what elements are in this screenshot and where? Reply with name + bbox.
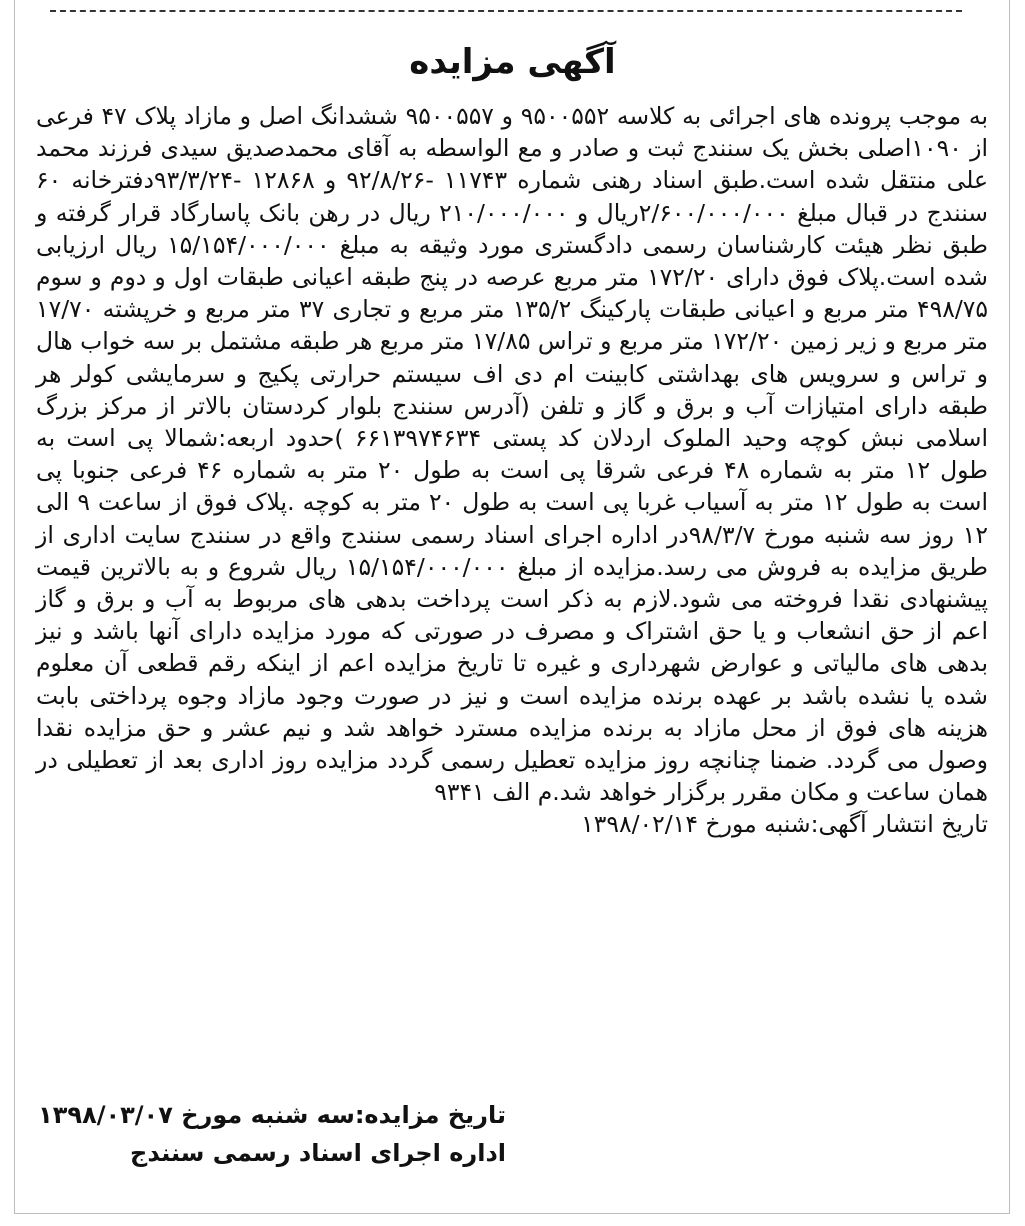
- notice-body: [36, 100, 988, 841]
- top-dashed-rule: [50, 10, 962, 12]
- notice-footer: [36, 1096, 506, 1172]
- publish-date-line: تاریخ انتشار آگهی:شنبه مورخ ۱۳۹۸/۰۲/۱۴: [581, 810, 988, 839]
- notice-title: آگهی مزایده: [409, 42, 616, 82]
- notice-body-paragraph: به موجب پرونده های اجرائی به کلاسه ۹۵۰۰۵۵۲ و ۹۵۰۰۵۵۷ ششدانگ اصل و مازاد پلاک ۴۷ فرعی از ۱۰۹۰اصلی بخش یک سنندج ثبت و صادر و مع الواسطه به آقای محمدصدیق سیدی فرزند محمد علی منتقل شده است.طبق اسناد رهنی شماره ۱۱۷۴۳ -۹۲/۸/۲۶ و ۱۲۸۶۸ -۹۳/۳/۲۴دفترخانه ۶۰ سنندج در قبال مبلغ ۲/۶۰۰/۰۰۰/۰۰۰ریال و ۲۱۰/۰۰۰/۰۰۰ ریال در رهن بانک پاسارگاد قرار گرفته و طبق نظر هیئت کارشناسان رسمی دادگستری مورد وثیقه به مبلغ ۱۵/۱۵۴/۰۰۰/۰۰۰ ریال ارزیابی شده است.پلاک فوق دارای ۱۷۲/۲۰ متر مربع عرصه در پنج طبقه اعیانی طبقات اول و دوم و سوم ۴۹۸/۷۵ متر مربع و اعیانی طبقات پارکینگ ۱۳۵/۲ متر مربع و تجاری ۳۷ متر مربع و خرپشته ۱۷/۷۰ متر مربع و زیر زمین ۱۷۲/۲۰ متر مربع و تراس ۱۷/۸۵ متر مربع هر طبقه مشتمل بر سه خواب هال و تراس و سرویس های بهداشتی کابینت ام دی اف سیستم حرارتی پکیج و سرمایشی کولر هر طبقه دارای امتیازات آب و برق و گاز و تلفن (آدرس سنندج بلوار کردستان بالاتر از مرکز بزرگ اسلامی نبش کوچه وحید الملوک اردلان کد پستی ۶۶۱۳۹۷۴۶۳۴ )حدود اربعه:شمالا پی است به طول ۱۲ متر به شماره ۴۸ فرعی شرقا پی است به طول ۲۰ متر به شماره ۴۶ فرعی جنوبا پی است به طول ۱۲ متر به آسیاب غربا پی است به طول ۲۰ متر به کوچه .پلاک فوق از ساعت ۹ الی ۱۲ روز سه شنبه مورخ ۹۸/۳/۷در اداره اجرای اسناد رسمی سنندج واقع در سنندج سایت اداری از طریق مزایده به فروش می رسد.مزایده از مبلغ ۱۵/۱۵۴/۰۰۰/۰۰۰ ریال شروع و به بالاترین قیمت پیشنهادی نقدا فروخته می شود.لازم به ذکر است پرداخت بدهی های مربوط به آب و برق و گاز اعم از حق انشعاب و یا حق اشتراک و مصرف در صورتی که مورد مزایده دارای آنها باشد و نیز بدهی های مالیاتی و عوارض شهرداری و غیره تا تاریخ مزایده اعم از اینکه رقم قطعی آن معلوم شده یا نشده باشد بر عهده برنده مزایده است و نیز در صورت وجود مازاد وجوه پرداختی بابت هزینه های فوق از محل مازاد به برنده مزایده مسترد خواهد شد و نیم عشر و حق مزایده نقدا وصول می گردد. ضمنا چنانچه روز مزایده تعطیل رسمی گردد مزایده روز اداری بعد از تعطیلی در همان ساعت و مکان مقرر برگزار خواهد شد.م الف ۹۳۴۱: [36, 102, 989, 807]
- auction-date-line: تاریخ مزایده:سه شنبه مورخ ۱۳۹۸/۰۳/۰۷: [38, 1101, 506, 1129]
- office-signature: اداره اجرای اسناد رسمی سنندج: [130, 1139, 506, 1167]
